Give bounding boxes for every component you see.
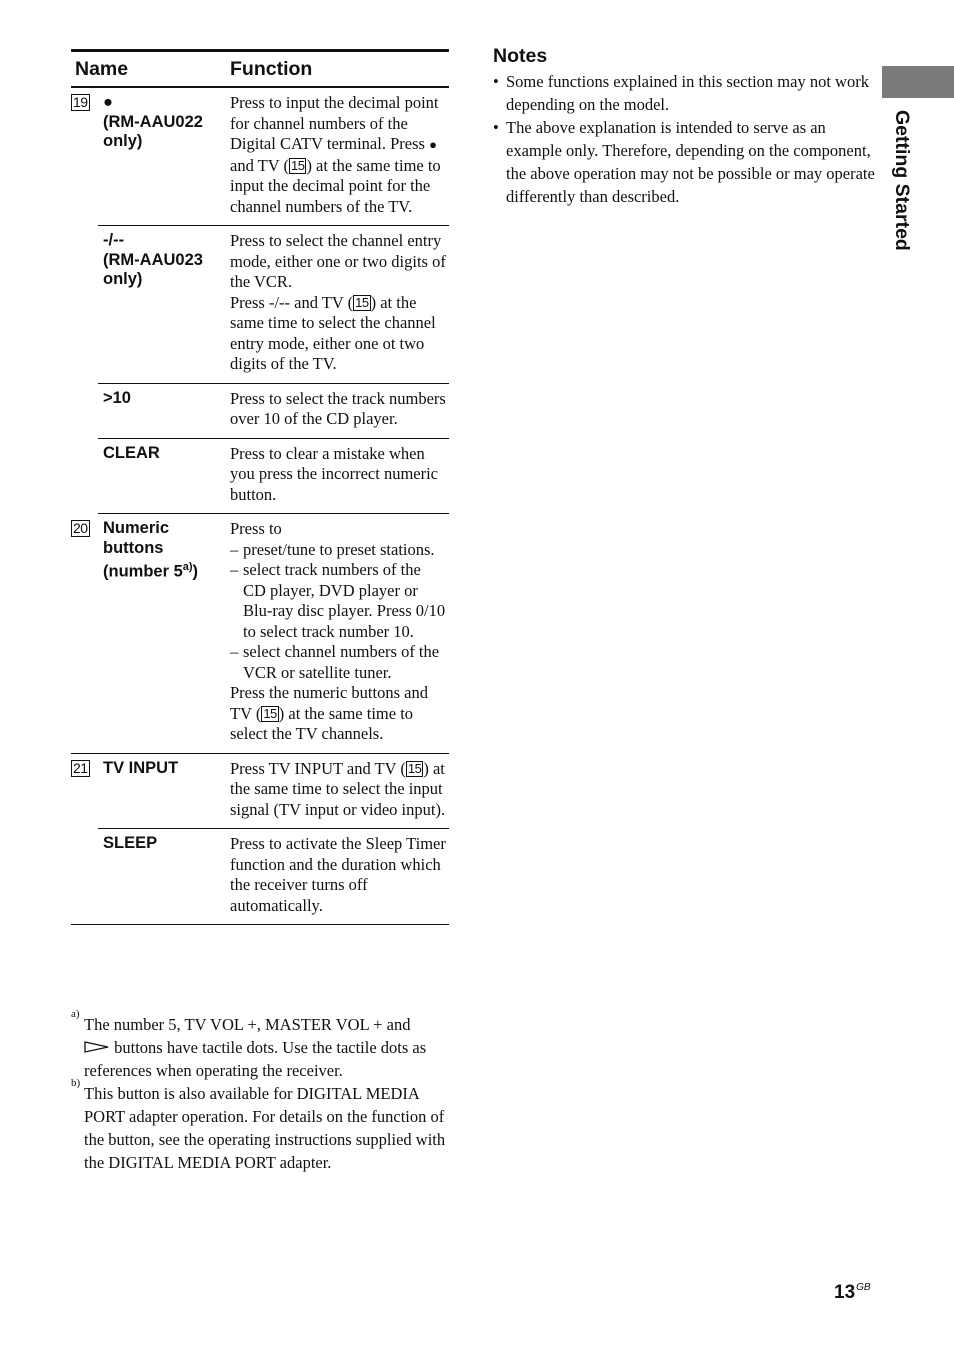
list-item: – select channel numbers of the VCR or satellite tuner. <box>230 642 440 682</box>
list-item: • The above explanation is intended to serve as an example only. Therefore, depending on the component, the above operation may not be possible or may operate differently than described. <box>493 118 875 206</box>
ref-15: 15 <box>290 157 305 173</box>
row-name: -/-- (RM-AAU023 only) <box>98 226 226 384</box>
notes-list <box>493 70 875 208</box>
row-number-21: 21 <box>71 753 98 925</box>
footnotes <box>71 1008 451 1174</box>
row-number-19: 19 <box>73 94 88 110</box>
section-tab-label: Getting Started <box>891 110 913 251</box>
row-function: Press to – preset/tune to preset stations. – select track numbers of the CD player, DVD player or Blu-ray disc player. Press 0/10 to select track number 10. – select channel numbers of the VCR or satellite tuner. Press the numeric buttons and TV ( 15 ) at the same time to select the TV channels. <box>226 514 449 754</box>
ref-15: 15 <box>407 760 422 776</box>
row-number-20: 20 <box>71 514 98 754</box>
row-function: Press to select the channel entry mode, either one or two digits of the VCR. Press -/-- and TV ( 15 ) at the same time to select the channel entry mode, either one ot two digits of the TV. <box>226 226 449 384</box>
dot-symbol: ● <box>103 93 113 111</box>
row-function: Press TV INPUT and TV ( 15 ) at the same time to select the input signal (TV input or video input). <box>226 753 449 829</box>
play-triangle-icon <box>84 1040 110 1054</box>
header-name: Name <box>71 51 226 88</box>
list-item: • Some functions explained in this section may not work depending on the model. <box>493 72 869 114</box>
row-name: >10 <box>98 383 226 438</box>
notes-section <box>493 44 875 208</box>
ref-15: 15 <box>263 705 277 721</box>
row-name: TV INPUT <box>98 753 226 829</box>
table-header-row <box>71 51 449 88</box>
row-function: Press to select the track numbers over 10 of the CD player. <box>226 383 449 438</box>
row-name: CLEAR <box>98 438 226 514</box>
list-item: – select track numbers of the CD player, DVD player or Blu-ray disc player. Press 0/10 to select track number 10. <box>230 560 446 641</box>
notes-title: Notes <box>493 45 548 67</box>
row-name: Numeric buttons (number 5$^{a)}$) <box>98 514 226 754</box>
dot-icon: ● <box>429 137 437 152</box>
table-row <box>71 753 449 829</box>
row-function: Press to input the decimal point for channel numbers of the Digital CATV terminal. Press ● and TV ( 15 ) at the same time to input the decimal point for the channel numbers of the TV. <box>226 87 449 226</box>
table-row <box>71 438 449 514</box>
header-function: Function <box>226 51 449 88</box>
list-item: – preset/tune to preset stations. <box>230 539 435 559</box>
function-list <box>230 540 447 684</box>
section-tab-marker <box>882 66 954 98</box>
footnote-b: b) This button is also available for DIGITAL MEDIA PORT adapter operation. For details on the function of the button, see the operating instructions supplied with the DIGITAL MEDIA PORT adapter. <box>71 1077 446 1172</box>
table-row <box>71 226 449 384</box>
page-number: $13^{GB}$ <box>834 1282 871 1303</box>
footnote-a: a) The number 5, TV VOL +, MASTER VOL + and buttons have tactile dots. Use the tactile dots as references when operating the receiver. <box>71 1008 427 1080</box>
row-function: Press to activate the Sleep Timer function and the duration which the receiver turns off automatically. <box>226 829 449 925</box>
row-function: Press to clear a mistake when you press the incorrect numeric button. <box>226 438 449 514</box>
table-row <box>71 514 449 754</box>
row-name: ● (RM-AAU022 only) <box>98 87 226 226</box>
table-row <box>71 829 449 925</box>
table-row <box>71 87 449 226</box>
function-table <box>71 49 449 925</box>
table-row <box>71 383 449 438</box>
row-name: SLEEP <box>98 829 226 925</box>
ref-15: 15 <box>355 294 369 310</box>
